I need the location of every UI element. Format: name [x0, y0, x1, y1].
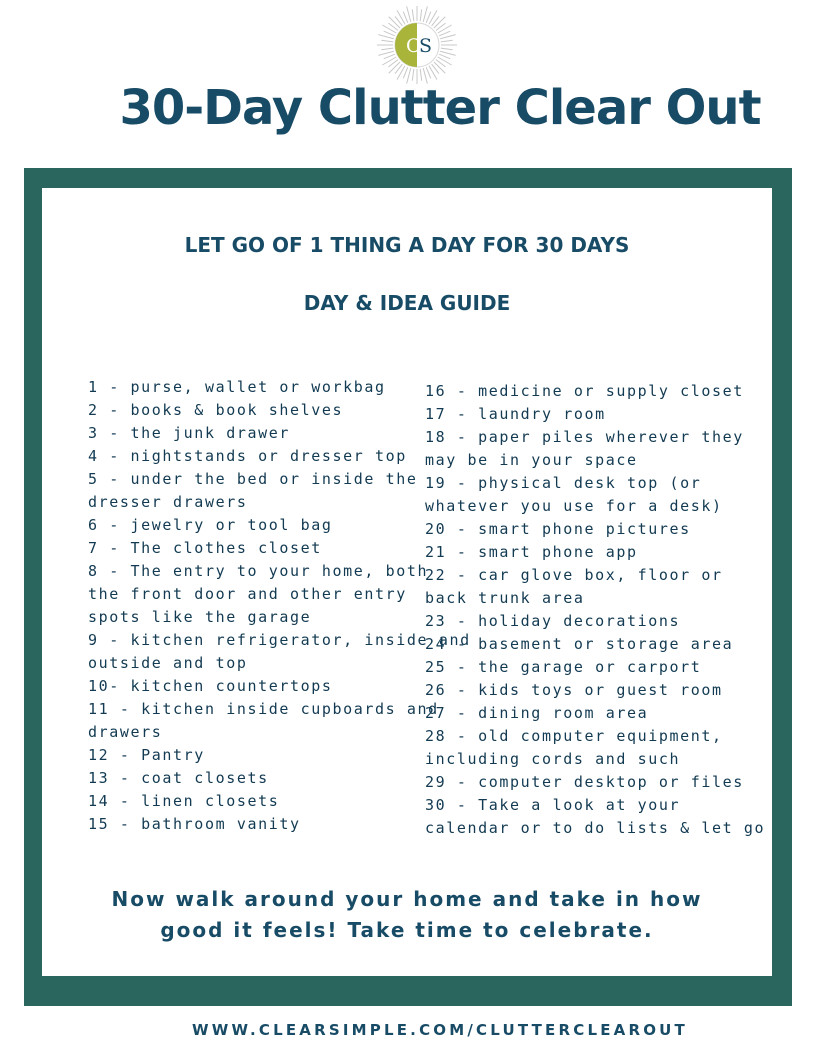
- list-item: calendar or to do lists & let go: [425, 819, 766, 837]
- list-item: whatever you use for a desk): [425, 497, 723, 515]
- day-list-right: [425, 380, 765, 840]
- list-item: dresser drawers: [88, 493, 248, 511]
- subtitle-day-guide: DAY & IDEA GUIDE: [303, 291, 511, 315]
- clearsimple-logo: [373, 6, 461, 84]
- list-item: 30 - Take a look at your: [425, 796, 681, 814]
- list-item: 15 - bathroom vanity: [88, 815, 301, 833]
- list-item: 14 - linen closets: [88, 792, 280, 810]
- list-item: drawers: [88, 723, 163, 741]
- subtitle-let-go: LET GO OF 1 THING A DAY FOR 30 DAYS: [184, 233, 630, 257]
- page-title: 30-Day Clutter Clear Out: [119, 80, 761, 136]
- list-item: 20 - smart phone pictures: [425, 520, 691, 538]
- list-item: 12 - Pantry: [88, 746, 205, 764]
- list-item: 11 - kitchen inside cupboards and: [88, 700, 439, 718]
- closing-line: good it feels! Take time to celebrate.: [160, 918, 654, 942]
- list-item: 25 - the garage or carport: [425, 658, 702, 676]
- list-item: the front door and other entry: [88, 585, 407, 603]
- website-url: WWW.CLEARSIMPLE.COM/CLUTTERCLEAROUT: [191, 1021, 688, 1039]
- list-item: 2 - books & book shelves: [88, 401, 344, 419]
- list-item: 18 - paper piles wherever they: [425, 428, 744, 446]
- list-item: 5 - under the bed or inside the: [88, 470, 418, 488]
- list-item: 8 - The entry to your home, both: [88, 562, 429, 580]
- list-item: 17 - laundry room: [425, 405, 606, 423]
- list-item: 10- kitchen countertops: [88, 677, 333, 695]
- closing-message: [42, 884, 772, 946]
- list-item: 24 - basement or storage area: [425, 635, 734, 653]
- list-item: 23 - holiday decorations: [425, 612, 681, 630]
- list-item: 29 - computer desktop or files: [425, 773, 744, 791]
- logo-letter-s: S: [419, 35, 433, 57]
- list-item: 16 - medicine or supply closet: [425, 382, 744, 400]
- day-list-left: [88, 376, 471, 836]
- list-item: 13 - coat closets: [88, 769, 269, 787]
- list-item: 27 - dining room area: [425, 704, 649, 722]
- list-item: 3 - the junk drawer: [88, 424, 290, 442]
- list-item: 6 - jewelry or tool bag: [88, 516, 333, 534]
- list-item: 7 - The clothes closet: [88, 539, 322, 557]
- list-item: outside and top: [88, 654, 248, 672]
- list-item: 28 - old computer equipment,: [425, 727, 723, 745]
- list-item: back trunk area: [425, 589, 585, 607]
- list-item: including cords and such: [425, 750, 681, 768]
- list-item: 26 - kids toys or guest room: [425, 681, 723, 699]
- list-item: 9 - kitchen refrigerator, inside and: [88, 631, 471, 649]
- logo-letter-c: C: [406, 35, 421, 57]
- list-item: 22 - car glove box, floor or: [425, 566, 723, 584]
- list-item: 1 - purse, wallet or workbag: [88, 378, 386, 396]
- list-item: 21 - smart phone app: [425, 543, 638, 561]
- list-item: 4 - nightstands or dresser top: [88, 447, 407, 465]
- list-item: 19 - physical desk top (or: [425, 474, 702, 492]
- closing-line: Now walk around your home and take in how: [111, 887, 703, 911]
- list-item: spots like the garage: [88, 608, 312, 626]
- list-item: may be in your space: [425, 451, 638, 469]
